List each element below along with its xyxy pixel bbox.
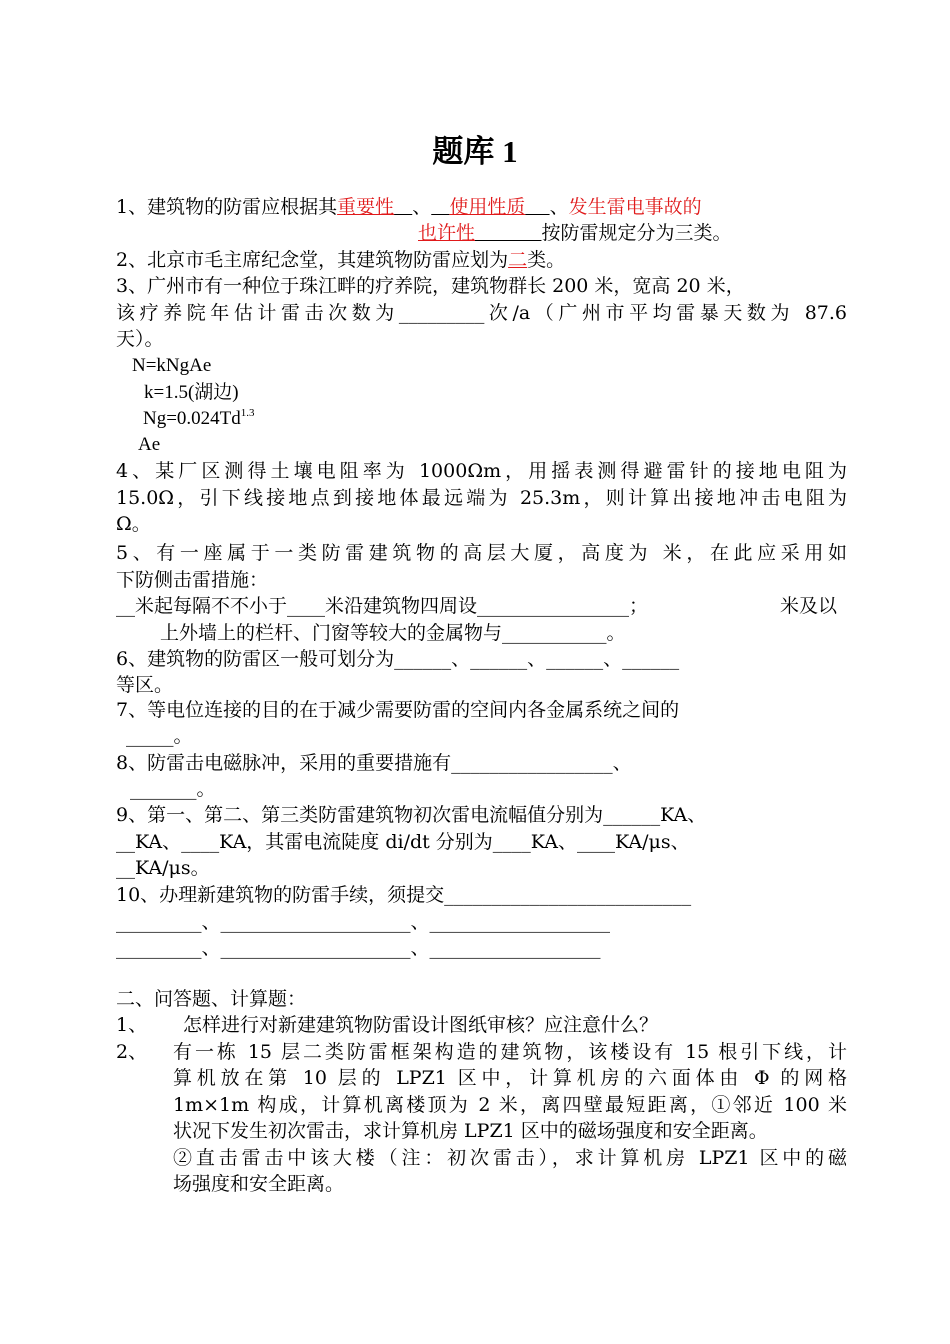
question-8-line-2: _______。: [124, 778, 216, 800]
answer-class: 二: [508, 249, 528, 271]
question-1-line-2: [418, 220, 731, 246]
question-5-line-1: 5、有一座属于一类防雷建筑物的高层大厦，高度为 米，在此应采用如: [116, 542, 847, 564]
question-9-line-1: 9、第一、第二、第三类防雷建筑物初次雷电流幅值分别为______KA、: [116, 804, 707, 826]
question-1-tail: 按防雷规定分为三类。: [541, 222, 732, 244]
formula-ng-exponent: 1.3: [240, 407, 255, 419]
question-4-line-3: Ω。: [116, 513, 151, 535]
question-9-line-3: __KA/μs。: [116, 857, 210, 879]
question-3-text-cont: 次/a（广州市平均雷暴天数为 87.6: [484, 302, 847, 324]
answer-accident-possibility: 发生雷电事故的: [568, 196, 702, 218]
question-6-line-1: 6、建筑物的防雷区一般可划分为______、______、______、______: [116, 648, 680, 670]
question-3-line-1: 3、广州市有一种位于珠江畔的疗养院，建筑物群长 200 米，宽高 20 米，: [116, 275, 745, 297]
question-2: [116, 247, 565, 273]
item-1-number: 1、: [116, 1014, 148, 1036]
formula-ae: Ae: [138, 434, 161, 455]
question-7-line-1: 7、等电位连接的目的在于减少需要防雷的空间内各金属系统之间的: [116, 699, 680, 721]
separator: 、: [549, 196, 569, 218]
question-5-line-4: 上外墙上的栏杆、门窗等较大的金属物与___________。: [160, 622, 626, 644]
item-2-line-2: 算机放在第 10 层的 LPZ1 区中，计算机房的六面体由 Φ 的网格: [173, 1067, 847, 1089]
question-2-text: 2、北京市毛主席纪念堂，其建筑物防雷应划为: [116, 249, 509, 271]
question-8-line-1: 8、防雷击电磁脉冲，采用的重要措施有_________________、: [116, 752, 632, 774]
section-2-heading: 二、问答题、计算题：: [116, 988, 307, 1010]
separator: 、: [412, 196, 432, 218]
blank: _________: [398, 302, 485, 324]
blank: [394, 196, 412, 218]
question-3-line-3: 天）。: [116, 328, 164, 350]
question-3-text: 该疗养院年估计雷击次数为: [116, 302, 399, 324]
formula-n: N=kNgAe: [132, 355, 212, 376]
answer-accident-possibility-cont: 也许性: [418, 222, 476, 244]
answer-importance: 重要性: [337, 196, 395, 218]
item-2-line-4: 状况下发生初次雷击，求计算机房 LPZ1 区中的磁场强度和安全距离。: [173, 1120, 768, 1142]
blank: [525, 196, 549, 218]
blank: [431, 196, 449, 218]
question-5-line-2: 下防侧击雷措施：: [116, 569, 269, 591]
question-10-line-1: 10、办理新建筑物的防雷手续，须提交__________________________: [116, 884, 692, 906]
item-2-line-6: 场强度和安全距离。: [173, 1173, 345, 1195]
question-1-text: 1、建筑物的防雷应根据其: [116, 196, 338, 218]
question-2-tail: 类。: [527, 249, 566, 271]
item-2-line-1: 有一栋 15 层二类防雷框架构造的建筑物，该楼设有 15 根引下线，计: [173, 1041, 847, 1063]
item-1-text: 怎样进行对新建建筑物防雷设计图纸审核？应注意什么？: [183, 1014, 659, 1036]
question-3-line-2: [116, 300, 847, 326]
formula-ng-text: Ng=0.024Td: [143, 408, 241, 429]
item-2-line-5: ②直击雷击中该大楼（注：初次雷击），求计算机房 LPZ1 区中的磁: [173, 1147, 847, 1169]
item-2-number: 2、: [116, 1041, 148, 1063]
question-5-line-3: __米起每隔不不小于____米沿建筑物四周设________________；: [116, 595, 649, 617]
question-7-line-2: _____。: [120, 725, 193, 747]
question-9-line-2: __KA、____KA，其雷电流陡度 di/dt 分别为____KA、____KA/μs、: [116, 831, 690, 853]
question-4-line-2: 15.0Ω，引下线接地点到接地体最远端为 25.3m，则计算出接地冲击电阻为: [116, 487, 847, 509]
item-2-line-3: 1m×1m 构成，计算机离楼顶为 2 米，离四壁最短距离，①邻近 100 米: [173, 1094, 847, 1116]
question-10-line-3: _________、____________________、__________________: [116, 937, 601, 959]
page-title: 题库 1: [432, 134, 518, 169]
formula-k: k=1.5(湖边): [144, 382, 239, 403]
question-4-line-1: 4、某厂区测得土壤电阻率为 1000Ωm，用摇表测得避雷针的接地电阻为: [116, 460, 847, 482]
question-1-line-1: [116, 194, 702, 220]
question-5-line-3-end: 米及以: [780, 595, 838, 617]
question-10-line-2: _________、____________________、___________________: [116, 911, 611, 933]
question-6-line-2: 等区。: [116, 674, 174, 696]
answer-usage-nature: 使用性质: [449, 196, 526, 218]
formula-ng: [143, 406, 255, 432]
blank: [475, 222, 541, 244]
